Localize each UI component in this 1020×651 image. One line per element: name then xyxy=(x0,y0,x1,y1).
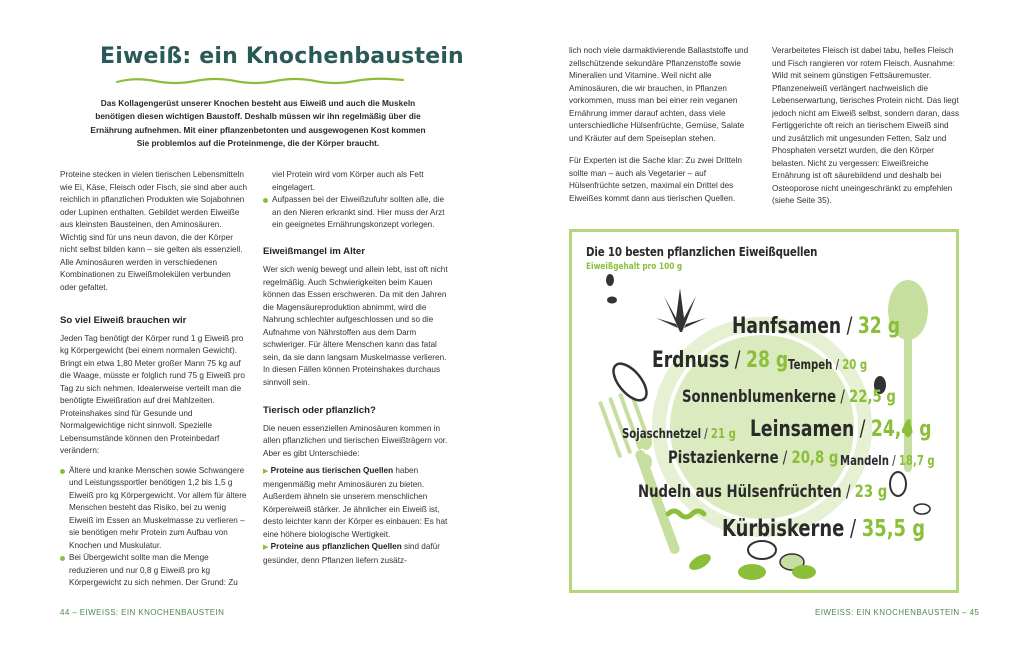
food-name: Nudeln aus Hülsenfrüchten xyxy=(638,482,842,502)
column-3 xyxy=(569,45,757,205)
heading-eiweissmangel: Eiweißmangel im Alter xyxy=(263,245,366,257)
col1-paragraph-2: Jeden Tag benötigt der Körper rund 1 g Eiweiß pro kg Körpergewicht (bei einem normalen Gewicht). Bringt ein etwa 1,80 Meter großer Mann 75 kg auf die Waage, müsste er folglich rund 75 g Eiweiß pro Tag zu sich nehmen. Idealerweise verteilt man die benötigte Eiweißration auf drei Mahlzeiten. Proteinshakes sind für Gesunde und Normalgewichtige nicht sinnvoll. Spezielle Lebensumstände können den Proteinbedarf verändern: xyxy=(60,333,245,455)
food-value: 22,5 g xyxy=(849,387,896,407)
col1-bullet-2 xyxy=(60,552,248,590)
food-separator: / xyxy=(836,387,850,407)
arrow-item-text: haben mengenmäßig mehr Aminosäuren zu bieten. Außerdem ähneln sie unserem menschlichen Körpereiweiß stärker. Je ähnlicher ein Eiweiß ist, desto leichter kann der Körper es einbauen: Es hat eine höhere biologische Wertigkeit. xyxy=(263,466,448,539)
col2-bullet-1 xyxy=(263,194,453,232)
food-name: Sonnenblumenkerne xyxy=(682,387,837,407)
col2-paragraph-1: viel Protein wird vom Körper auch als Fett eingelagert. xyxy=(272,170,424,192)
title-underline-wave xyxy=(115,76,405,86)
food-name: Tempeh xyxy=(788,358,833,373)
bullet-text: Aufpassen bei der Eiweißzufuhr sollten alle, die an den Nieren erkrankt sind. Hier muss der Arzt ein geeignetes Ernährungskonzept vorlegen. xyxy=(272,195,445,229)
food-separator: / xyxy=(854,417,871,442)
peanut-icon xyxy=(607,358,652,406)
food-value: 28 g xyxy=(746,348,789,373)
food-item xyxy=(682,387,896,407)
food-name: Erdnuss xyxy=(652,348,730,373)
food-value: 32 g xyxy=(857,314,901,339)
intro-paragraph: Das Kollagengerüst unserer Knochen besteht aus Eiweiß und auch die Muskeln benötigen diesen wichtigen Baustoff. Deshalb müssen wir ihn regelmäßig über die Ernährung aufnehmen. Mit einer pflanzenbetonten und ausgewogenen Kost kommen Sie problemlos auf die Proteinmenge, die der Körper braucht. xyxy=(90,98,426,148)
food-item xyxy=(668,448,838,468)
arrow-icon: ▶ xyxy=(263,468,269,475)
food-name: Mandeln xyxy=(840,454,889,469)
infobox-title: Die 10 besten pflanzlichen Eiweißquellen xyxy=(586,244,818,259)
food-item xyxy=(638,482,887,502)
col2-paragraph-3: Die neuen essenziellen Aminosäuren kommen in allen pflanzlichen und tierischen Eiweißträgern vor. Aber es gibt Unterschiede: xyxy=(263,423,448,458)
col4-paragraph-1: Verarbeitetes Fleisch ist dabei tabu, helles Fleisch und Fisch rangieren vor rotem Fleisch. Ausnahme: Wild mit seinem günstigen Fettsäuremuster. Pflanzeneiweiß verlängert nachweislich die Lebenserwartung, tierisches Protein nicht. Das liegt jedoch nicht am Eiweiß selbst, sondern daran, dass Fertiggerichte oft reich an tierischem Eiweiß sind und zusätzlich mit ungesunden Fetten, Salz und Phosphaten versetzt wurden, die den Körper belasten. Nicht zu vergessen: Eiweißreiche Ernährung ist oft säurebildend und deshalb bei Osteoporose nicht uneingeschränkt zu empfehlen (siehe Seite 35). xyxy=(772,46,960,205)
column-1 xyxy=(60,169,248,590)
food-value: 20 g xyxy=(842,358,868,373)
col2-arrow-item-1 xyxy=(263,465,453,541)
bullet-text: Ältere und kranke Menschen sowie Schwangere und Leistungssportler benötigen 1,2 bis 1,5 g Eiweiß pro kg Körpergewicht. Vor allem für ältere Menschen besteht das Risiko, bei zu wenig Eiweiß im Essen an Muskelmasse zu verlieren – sie benötigen mehr Protein zum Aufbau von Knochen und Muskulatur. xyxy=(69,465,247,550)
food-separator: / xyxy=(729,348,747,373)
food-item xyxy=(750,417,931,442)
footer-left: 44 – EIWEISS: EIN KNOCHENBAUSTEIN xyxy=(60,608,225,617)
col1-paragraph-1: Proteine stecken in vielen tierischen Lebensmitteln wie Ei, Käse, Fleisch oder Fisch, sie sind aber auch reichlich in pflanzlichen Produkten wie Sojabohnen oder Lupinen enthalten. Gebildet werden Eiweiße aus kleinsten Bausteinen, den Aminosäuren. Wichtig sind für uns neun davon, die der Körper nicht selbst bilden kann – sie gelten als essenziell. Alle Aminosäuren werden in verschiedenen Kombinationen zu Eiweißmolekülen verbunden oder gefaltet. xyxy=(60,170,248,292)
arrow-item-bold: Proteine aus tierischen Quellen xyxy=(270,466,394,475)
food-separator: / xyxy=(841,314,858,339)
almond-icon xyxy=(890,472,906,496)
food-item xyxy=(788,358,867,373)
food-name: Sojaschnetzel xyxy=(622,427,702,442)
hemp-leaf-icon xyxy=(656,288,706,332)
arrow-icon: ▶ xyxy=(263,544,269,551)
food-value: 20,8 g xyxy=(791,448,839,468)
col3-paragraph-1: lich noch viele darmaktivierende Ballaststoffe und zellschützende sekundäre Pflanzenstoffe sowie Mineralien und Vitamine. Weil nicht alle Aminosäuren, die wir brauchen, in Pflanzen vorkommen, muss man bei einer rein veganen Ernährung immer darauf achten, dass viele unterschiedliche Hülsenfrüchte, Gemüse, Salate und Kräuter auf dem Speiseplan stehen. xyxy=(569,46,749,143)
protein-sources-infobox xyxy=(569,229,959,593)
food-value: 18,7 g xyxy=(898,454,935,469)
bullet-text: Bei Übergewicht sollte man die Menge reduzieren und nur 0,8 g Eiweiß pro kg Körpergewicht zu sich nehmen. Der Grund: Zu xyxy=(69,553,238,587)
food-value: 21 g xyxy=(710,427,736,442)
arrow-item-text: sind dafür gesünder, denn Pflanzen liefern zusätz- xyxy=(263,542,440,565)
food-item xyxy=(652,348,788,373)
column-2 xyxy=(263,169,453,567)
arrow-item-bold: Proteine aus pflanzlichen Quellen xyxy=(270,542,402,551)
heading-tierisch-pflanzlich: Tierisch oder pflanzlich? xyxy=(263,405,376,416)
food-value: 23 g xyxy=(854,482,888,502)
food-separator: / xyxy=(841,482,855,502)
food-separator: / xyxy=(701,427,711,442)
page-title: Eiweiß: ein Knochenbaustein xyxy=(100,44,464,69)
col3-paragraph-2: Für Experten ist die Sache klar: Zu zwei Dritteln sollte man – auch als Vegetarier – auf Hülsenfrüchte setzen, maximal ein Drittel des Eiweißes kommt dann aus tierischen Quellen. xyxy=(569,156,742,203)
food-name: Hanfsamen xyxy=(732,314,842,339)
col2-paragraph-2: Wer sich wenig bewegt und allein lebt, isst oft nicht regelmäßig. Auch Schwierigkeiten beim Kauen können das Essen erschweren. Da mit den Jahren die Magensäureproduktion abnimmt, wird die Nahrung schlechter aufgeschlossen und so die Aufnahme von Nährstoffen aus dem Darm schwieriger. Für ältere Menschen kann das fatal sein, da sie dann langsam Muskelmasse verlieren. In diesen Fällen können Proteinshakes durchaus sinnvoll sein. xyxy=(263,265,448,387)
food-separator: / xyxy=(832,358,843,373)
food-value: 35,5 g xyxy=(861,516,926,542)
footer-right: EIWEISS: EIN KNOCHENBAUSTEIN – 45 xyxy=(815,608,980,617)
food-name: Kürbiskerne xyxy=(722,516,845,542)
food-item xyxy=(622,427,736,442)
column-4 xyxy=(772,45,962,208)
food-name: Pistazienkerne xyxy=(668,448,779,468)
food-separator: / xyxy=(844,516,862,542)
heading-so-viel-eiweiss: So viel Eiweiß brauchen wir xyxy=(60,315,187,326)
infobox-subtitle: Eiweißgehalt pro 100 g xyxy=(586,262,683,272)
food-item xyxy=(840,454,935,469)
food-item xyxy=(732,314,900,339)
food-separator: / xyxy=(888,454,899,469)
food-item xyxy=(722,516,925,542)
food-name: Leinsamen xyxy=(750,417,855,442)
food-value: 24,4 g xyxy=(870,417,932,442)
col1-bullet-1 xyxy=(60,465,248,553)
pumpkin-seed-icon xyxy=(738,564,766,580)
pistachio-icon xyxy=(748,541,776,559)
col2-arrow-item-2 xyxy=(263,541,453,567)
food-separator: / xyxy=(778,448,792,468)
